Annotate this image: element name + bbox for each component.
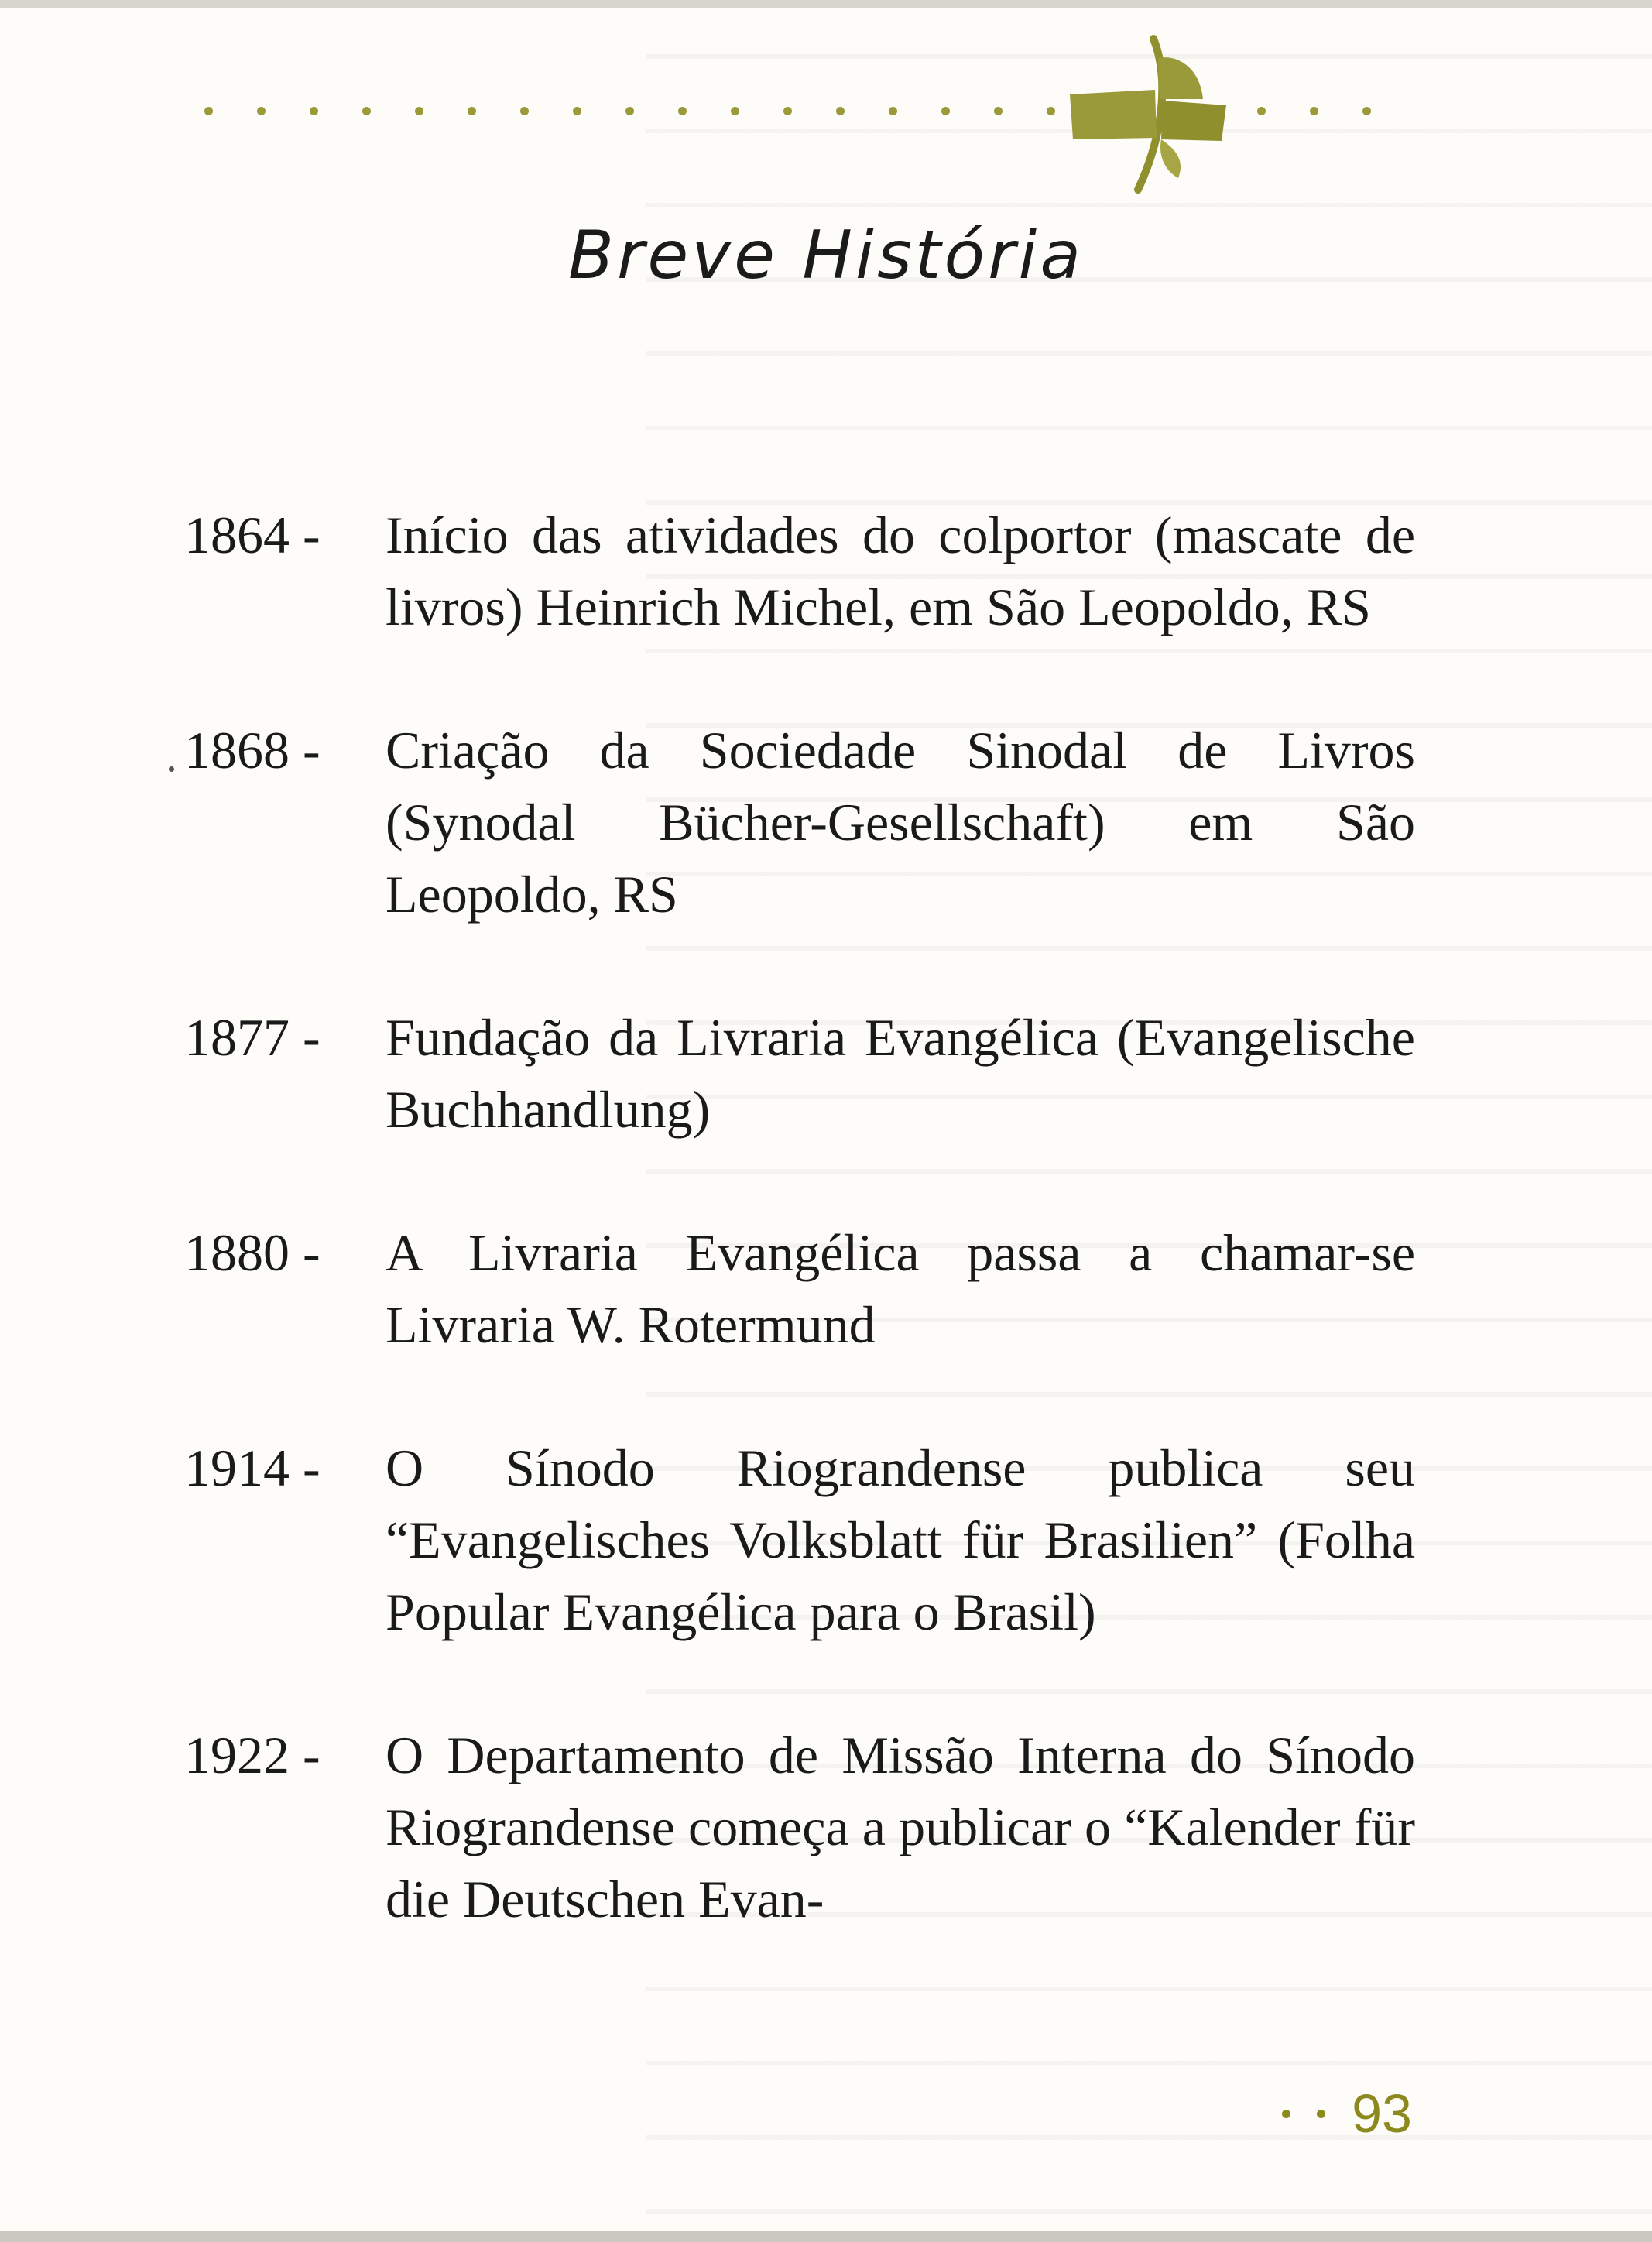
decorative-dot [678,107,687,115]
entry-text: Fundação da Livraria Evangélica (Evangelische Buchhandlung) [386,1008,1415,1139]
decorative-dot [1282,2110,1290,2118]
entry-year: 1864 - [184,506,320,564]
entry-year: 1868 - [184,721,320,780]
decorative-dot [468,107,476,115]
timeline-entry [184,499,1415,643]
timeline-entry [184,1719,1415,1935]
decorative-dot [310,107,318,115]
entry-text: O Departamento de Missão Interna do Sínodo Riograndense começa a publicar o “Kalender für die Deutschen Evan- [386,1726,1415,1928]
history-timeline [184,499,1415,2007]
decorative-dot [1310,107,1318,115]
timeline-entry [184,715,1415,931]
entry-text: Criação da Sociedade Sinodal de Livros (Synodal Bücher-Gesellschaft) em São Leopoldo, RS [386,721,1415,924]
page-number-text: 93 [1352,2083,1412,2144]
entry-year: 1877 - [184,1008,320,1067]
decorative-dot [1047,107,1055,115]
timeline-entry [184,1432,1415,1648]
entry-year: 1914 - [184,1438,320,1497]
decorative-dot [1257,107,1266,115]
decorative-dot [731,107,739,115]
page-title: Breve História [567,217,1085,294]
timeline-entry [184,1217,1415,1361]
decorative-dot [994,107,1003,115]
scan-speck [169,766,174,772]
bottom-scan-edge [0,2231,1652,2242]
decorative-dot [573,107,581,115]
decorative-dot [783,107,792,115]
entry-text: A Livraria Evangélica passa a chamar-se Livraria W. Rotermund [386,1223,1415,1354]
timeline-entry [184,1002,1415,1146]
page-number [1282,2083,1412,2144]
top-scan-edge [0,0,1652,8]
leaf-cross-emblem-icon [1062,23,1248,201]
decorative-dot [836,107,845,115]
decorative-dot [204,107,213,115]
decorative-dot [362,107,371,115]
decorative-dot [889,107,897,115]
decorative-dot [520,107,529,115]
decorative-dot [257,107,266,115]
entry-year: 1880 - [184,1223,320,1282]
decorative-dot [625,107,634,115]
decorative-dot [415,107,423,115]
decorative-dot [1317,2110,1325,2118]
decorative-dot [941,107,950,115]
decorative-dot [1362,107,1371,115]
entry-text: O Sínodo Riograndense publica seu “Evangelisches Volksblatt für Brasilien” (Folha Popular Evangélica para o Brasil) [386,1438,1415,1641]
entry-year: 1922 - [184,1726,320,1784]
entry-text: Início das atividades do colportor (mascate de livros) Heinrich Michel, em São Leopoldo, RS [386,506,1415,636]
